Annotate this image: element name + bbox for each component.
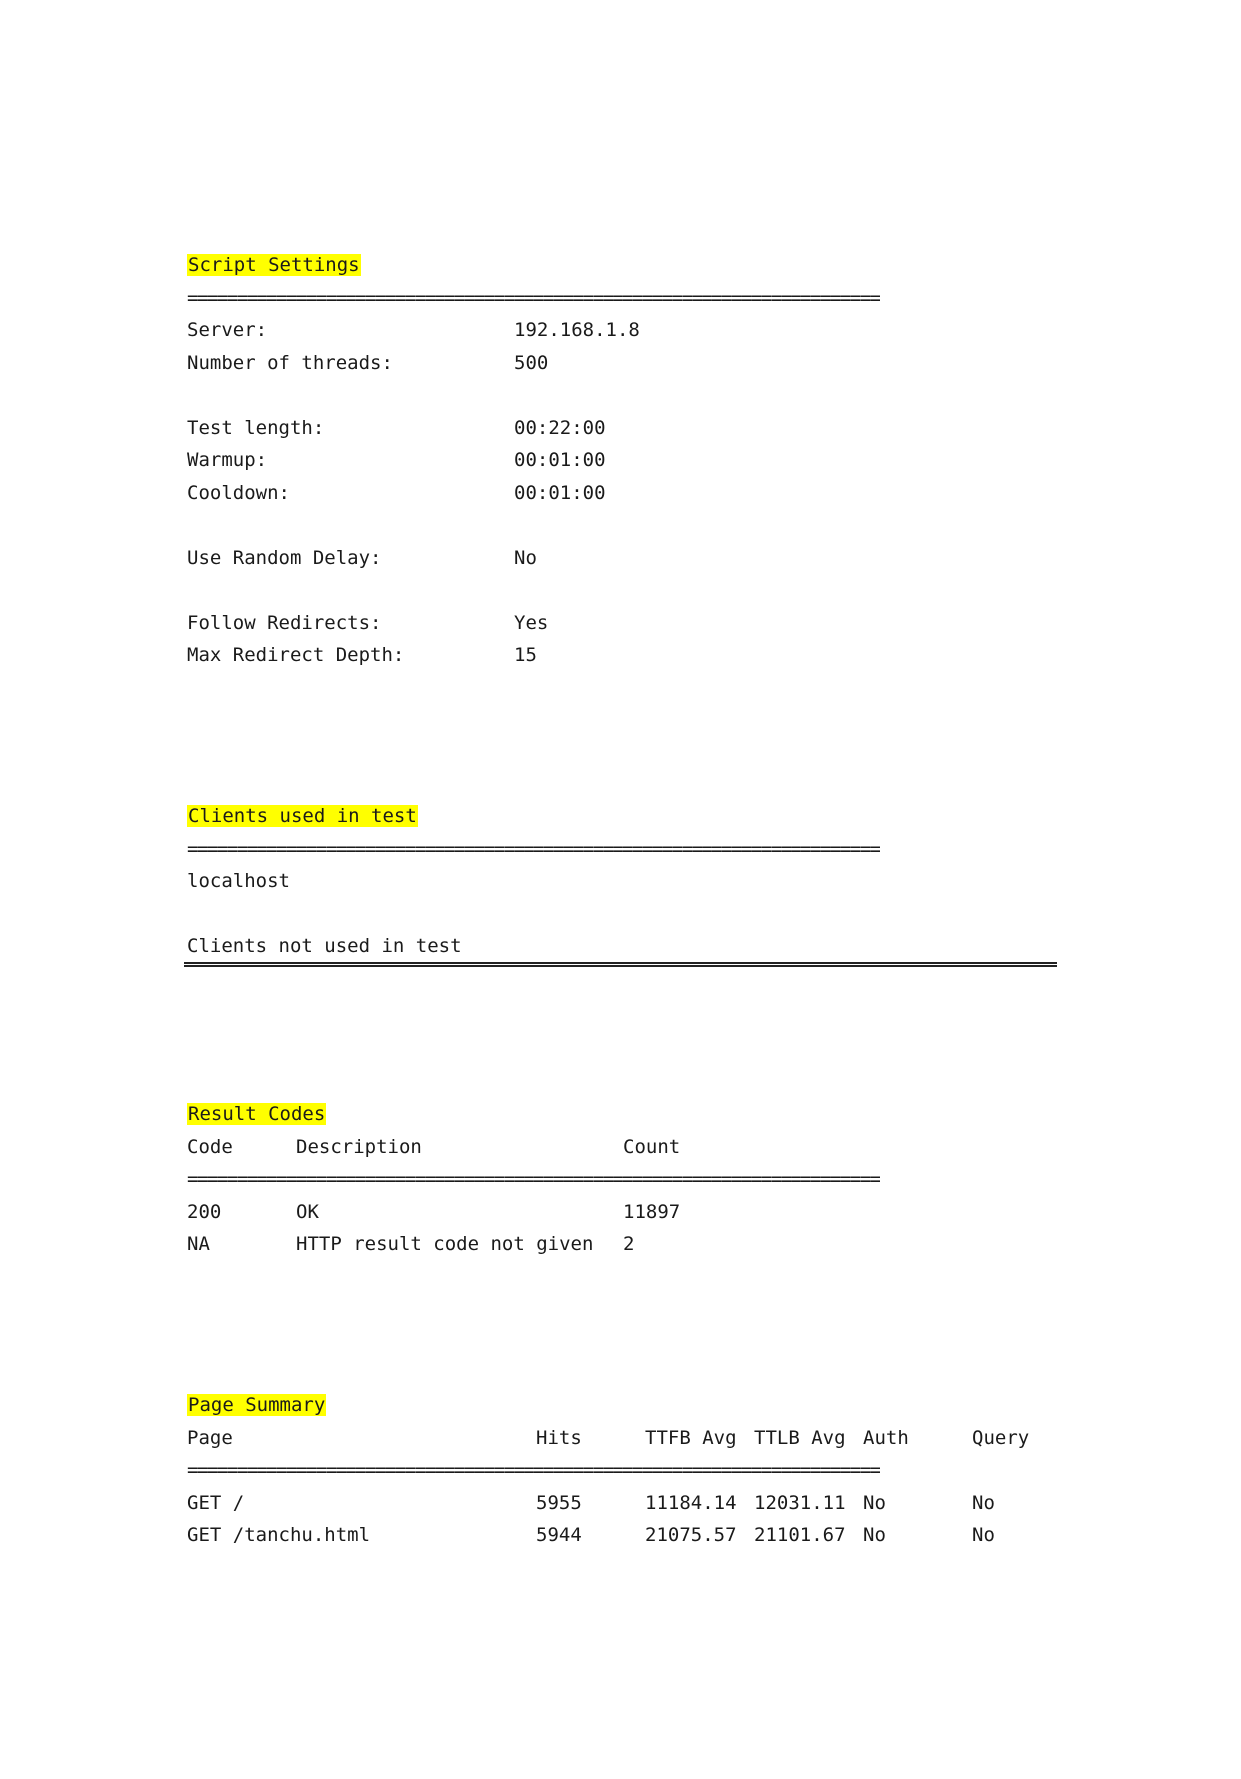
table-row xyxy=(187,1487,1057,1520)
column-header-description: Description xyxy=(296,1135,422,1158)
setting-label: Cooldown: xyxy=(187,481,290,504)
separator-line: ====================================================================== xyxy=(187,1459,880,1481)
separator-line: ====================================================================== xyxy=(187,286,880,309)
column-header-count: Count xyxy=(623,1135,681,1158)
page-summary-section xyxy=(187,1389,1057,1552)
result-code: 200 xyxy=(187,1200,222,1223)
client-item: localhost xyxy=(187,870,290,892)
column-header-ttfb: TTFB Avg xyxy=(645,1426,737,1449)
setting-row-test-length xyxy=(187,412,1057,445)
clients-section xyxy=(187,800,1057,963)
column-header-code: Code xyxy=(187,1135,233,1158)
column-header-ttlb: TTLB Avg xyxy=(754,1426,846,1449)
setting-value: 00:01:00 xyxy=(514,449,606,471)
page-hits: 5944 xyxy=(536,1524,582,1546)
setting-label: Number of threads: xyxy=(187,351,393,374)
column-header-hits: Hits xyxy=(536,1426,582,1449)
setting-value: Yes xyxy=(514,611,549,634)
setting-label: Follow Redirects: xyxy=(187,611,382,634)
column-header-query: Query xyxy=(972,1426,1030,1449)
result-description: OK xyxy=(296,1200,319,1223)
setting-value: 00:01:00 xyxy=(514,481,606,504)
double-rule-divider xyxy=(184,962,1057,967)
setting-row-random-delay xyxy=(187,542,1057,575)
page-name: GET /tanchu.html xyxy=(187,1524,371,1546)
page-auth: No xyxy=(863,1491,886,1514)
clients-not-used-title: Clients not used in test xyxy=(187,935,462,957)
result-codes-title: Result Codes xyxy=(188,1103,326,1125)
column-header-page: Page xyxy=(187,1426,233,1449)
setting-row-warmup xyxy=(187,444,1057,477)
setting-value: 500 xyxy=(514,351,549,374)
result-codes-header xyxy=(187,1131,1057,1164)
setting-row-cooldown xyxy=(187,477,1057,510)
column-header-auth: Auth xyxy=(863,1426,909,1449)
page-summary-header xyxy=(187,1422,1057,1455)
table-row xyxy=(187,1196,1057,1229)
page-query: No xyxy=(972,1491,995,1514)
page-ttfb: 11184.14 xyxy=(645,1491,737,1514)
result-code: NA xyxy=(187,1233,210,1255)
clients-used-title: Clients used in test xyxy=(188,805,417,827)
setting-row-threads xyxy=(187,347,1057,380)
setting-label: Test length: xyxy=(187,416,325,439)
result-count: 2 xyxy=(623,1233,635,1255)
page-ttfb: 21075.57 xyxy=(645,1524,737,1546)
setting-row-server xyxy=(187,314,1057,347)
setting-value: 192.168.1.8 xyxy=(514,319,640,341)
page-summary-title: Page Summary xyxy=(188,1394,326,1416)
page-name: GET / xyxy=(187,1491,245,1514)
result-description: HTTP result code not given xyxy=(296,1233,594,1255)
setting-label: Server: xyxy=(187,319,268,341)
setting-value: 00:22:00 xyxy=(514,416,606,439)
result-count: 11897 xyxy=(623,1200,681,1223)
page-query: No xyxy=(972,1524,995,1546)
table-row xyxy=(187,1519,1057,1552)
page-auth: No xyxy=(863,1524,886,1546)
table-row xyxy=(187,1228,1057,1261)
script-settings-section xyxy=(187,249,1057,672)
setting-label: Warmup: xyxy=(187,449,268,471)
page-hits: 5955 xyxy=(536,1491,582,1514)
setting-label: Use Random Delay: xyxy=(187,546,382,569)
separator-line: ====================================================================== xyxy=(187,837,880,860)
setting-label: Max Redirect Depth: xyxy=(187,644,405,666)
setting-value: 15 xyxy=(514,644,537,666)
script-settings-title: Script Settings xyxy=(188,254,360,276)
page-ttlb: 12031.11 xyxy=(754,1491,846,1514)
separator-line: ====================================================================== xyxy=(187,1168,880,1190)
page-ttlb: 21101.67 xyxy=(754,1524,846,1546)
setting-value: No xyxy=(514,546,537,569)
setting-row-follow-redirects xyxy=(187,607,1057,640)
setting-row-max-redirect-depth xyxy=(187,639,1057,672)
result-codes-section xyxy=(187,1098,1057,1261)
